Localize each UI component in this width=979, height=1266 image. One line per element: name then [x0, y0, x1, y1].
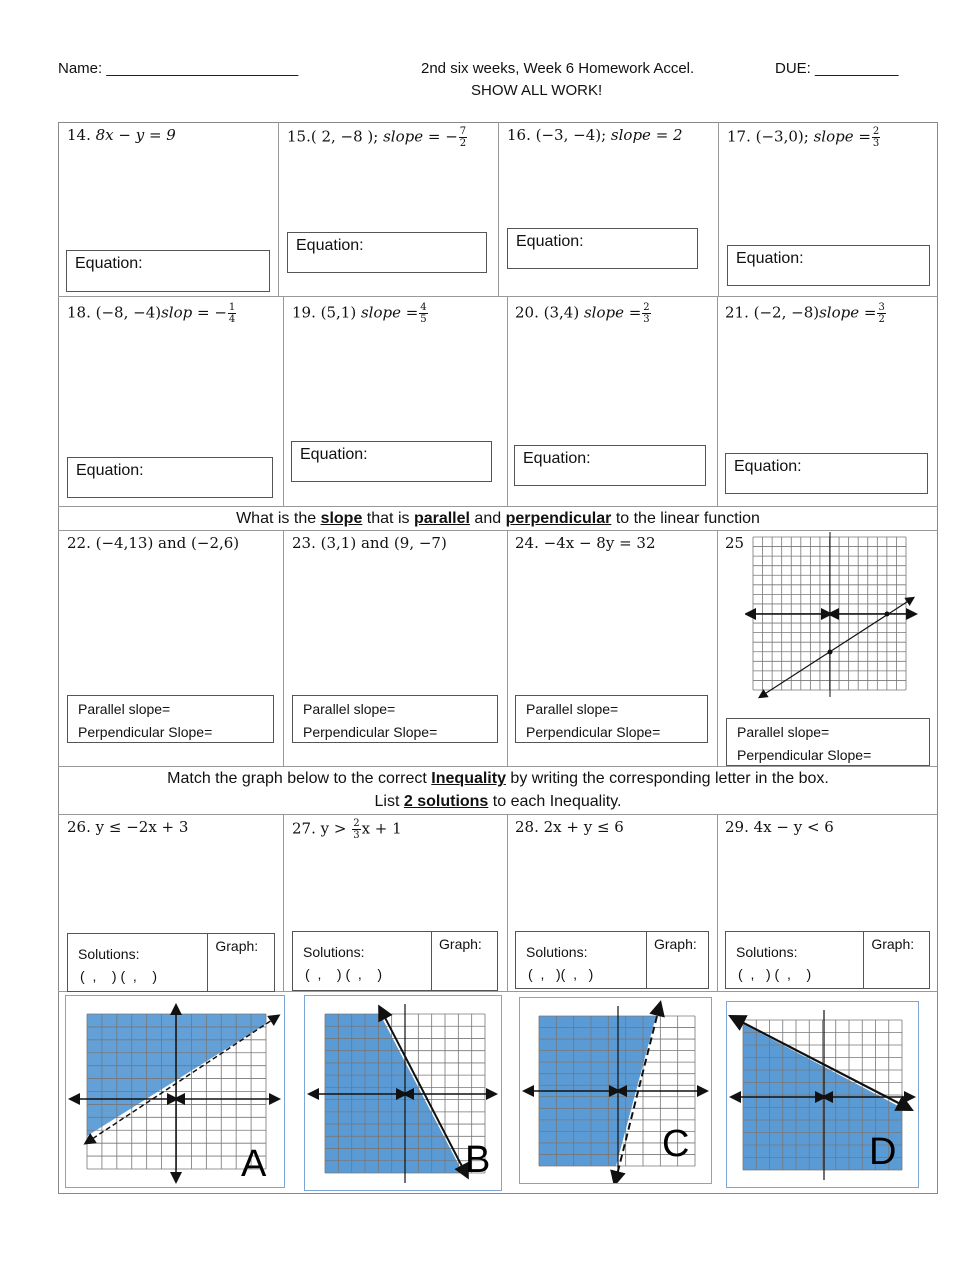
graph-d	[726, 1001, 919, 1188]
graph-c	[519, 997, 712, 1184]
solutions-box-29[interactable]	[725, 931, 930, 989]
point	[885, 612, 890, 617]
solutions-box-28[interactable]	[515, 931, 709, 989]
equation-box-21[interactable]: Equation:	[725, 453, 928, 494]
solutions-label: Solutions:	[736, 944, 798, 960]
slope-box-25[interactable]: Parallel slope= Perpendicular Slope=	[726, 718, 930, 766]
match-instructions: Match the graph below to the correct Inequality by writing the corresponding letter in the box.	[167, 770, 829, 787]
graph-letter: B	[465, 1139, 491, 1181]
solutions-blanks: ( , )( , )	[528, 966, 594, 982]
problem-21: 21. (−2, −8)slope = $\frac{3}{2}$	[725, 302, 885, 325]
graph-label: Graph:	[653, 936, 697, 952]
due-field: DUE: __________	[775, 60, 899, 77]
solutions-box-26[interactable]	[67, 933, 275, 992]
graph-a	[65, 995, 285, 1188]
problem-25: 25	[725, 534, 745, 552]
name-field: Name: _______________________	[58, 60, 299, 77]
graph-label: Graph:	[215, 938, 259, 954]
solutions-label: Solutions:	[78, 946, 140, 962]
graph-b	[304, 995, 502, 1191]
graph-label: Graph:	[439, 936, 482, 952]
problem-27: 27. y > $\frac{2}{3}$ x + 1	[292, 818, 402, 841]
problem-26: 26. y ≤ −2x + 3	[67, 818, 189, 836]
problem-24: 24. −4x − 8y = 32	[515, 534, 656, 552]
problem-16: 16. (−3, −4); slope = 2	[507, 126, 683, 144]
problem-25-graph	[745, 532, 920, 707]
solutions-blanks: ( , ) ( , )	[305, 966, 382, 982]
solutions-label: Solutions:	[303, 944, 365, 960]
parallel-instructions: What is the slope that is parallel and perpendicular to the linear function	[236, 510, 760, 527]
graph-letter: D	[869, 1131, 897, 1173]
problem-18: 18. (−8, −4)slop = − $\frac{1}{4}$	[67, 302, 236, 325]
problem-14: 14. 8x − y = 9	[67, 126, 176, 144]
equation-box-16[interactable]: Equation:	[507, 228, 698, 269]
solutions-blanks: ( , ) ( , )	[738, 966, 812, 982]
slope-box-22[interactable]: Parallel slope= Perpendicular Slope=	[67, 695, 274, 743]
graph-line	[760, 598, 913, 697]
problem-17: 17. (−3,0); slope = $\frac{2}{3}$	[727, 126, 880, 149]
solutions-blanks: ( , ) ( , )	[80, 968, 157, 984]
graph-letter: A	[241, 1143, 267, 1185]
problem-28: 28. 2x + y ≤ 6	[515, 818, 624, 836]
equation-box-17[interactable]: Equation:	[727, 245, 930, 286]
problem-29: 29. 4x − y < 6	[725, 818, 834, 836]
equation-box-20[interactable]: Equation:	[514, 445, 706, 486]
list-solutions-instructions: List 2 solutions to each Inequality.	[374, 793, 622, 810]
slope-box-24[interactable]: Parallel slope= Perpendicular Slope=	[515, 695, 708, 743]
problem-19: 19. (5,1) slope = $\frac{4}{5}$	[292, 302, 427, 325]
worksheet-subtitle: SHOW ALL WORK!	[471, 82, 603, 99]
equation-box-14[interactable]: Equation:	[66, 250, 270, 292]
solutions-box-27[interactable]	[292, 931, 498, 991]
point	[828, 650, 833, 655]
equation-box-18[interactable]: Equation:	[67, 457, 273, 498]
worksheet-title: 2nd six weeks, Week 6 Homework Accel.	[421, 60, 695, 77]
problem-20: 20. (3,4) slope = $\frac{2}{3}$	[515, 302, 650, 325]
graph-label: Graph:	[871, 936, 915, 952]
equation-box-19[interactable]: Equation:	[291, 441, 492, 482]
problem-22: 22. (−4,13) and (−2,6)	[67, 534, 240, 552]
solutions-label: Solutions:	[526, 944, 588, 960]
problem-23: 23. (3,1) and (9, −7)	[292, 534, 447, 552]
graph-letter: C	[662, 1123, 690, 1165]
equation-box-15[interactable]: Equation:	[287, 232, 487, 273]
problem-15: 15.( 2, −8 ); slope = − $\frac{7}{2}$	[287, 126, 467, 149]
slope-box-23[interactable]: Parallel slope= Perpendicular Slope=	[292, 695, 498, 743]
